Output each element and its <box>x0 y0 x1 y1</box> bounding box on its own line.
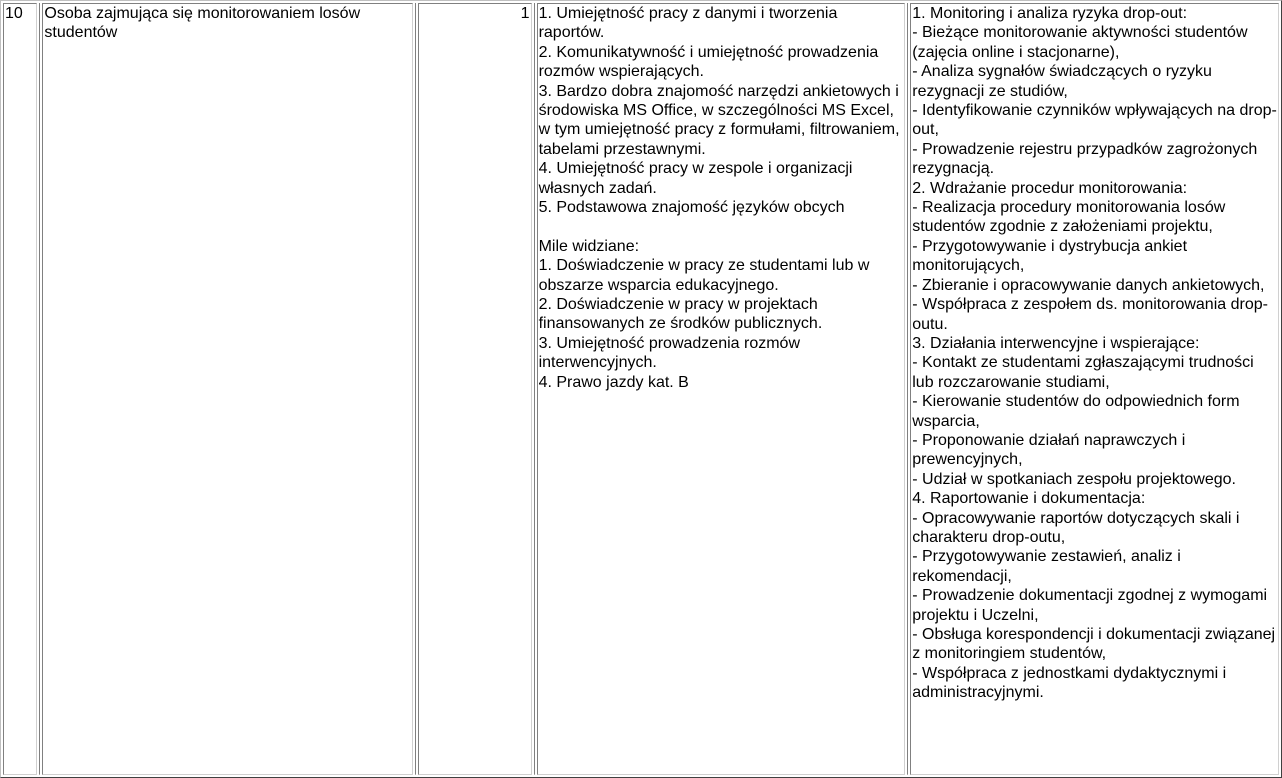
duty-item: - Realizacja procedury monitorowania losów studentów zgodnie z założeniami projektu, <box>912 199 1226 236</box>
position-count: 1 <box>520 5 530 22</box>
table-row <box>3 3 1279 775</box>
duty-item: - Prowadzenie rejestru przypadków zagrożonych rezygnacją. <box>912 140 1258 178</box>
duty-item: - Obsługa korespondencji i dokumentacji związanej z monitoringiem studentów, <box>912 626 1276 663</box>
duty-item: - Współpraca z zespołem ds. monitorowania drop-outu. <box>912 296 1268 333</box>
row-number-cell <box>3 3 37 775</box>
duty-item: - Prowadzenie dokumentacji zgodnej z wymogami projektu i Uczelni, <box>912 587 1268 624</box>
duty-item: - Kontakt ze studentami zgłaszającymi trudności lub rozczarowanie studiami, <box>912 354 1254 391</box>
duty-item: - Zbieranie i opracowywanie danych ankietowych, <box>912 276 1265 294</box>
duty-heading: 4. Raportowanie i dokumentacja: <box>912 490 1146 508</box>
count-cell <box>418 3 531 775</box>
requirement-item: 1. Umiejętność pracy z danymi i tworzenia raportów. <box>538 5 838 42</box>
nice-to-have-item: 1. Doświadczenie w pracy ze studentami lub w obszarze wsparcia edukacyjnego. <box>538 257 870 294</box>
nice-to-have-item: 2. Doświadczenie w pracy w projektach finansowanych ze środków publicznych. <box>538 296 823 333</box>
position-cell <box>42 3 413 775</box>
duties-cell <box>910 3 1279 775</box>
column-separator <box>39 3 40 775</box>
duty-item: - Udział w spotkaniach zespołu projektowego. <box>912 470 1236 488</box>
duty-item: - Opracowywanie raportów dotyczących skali i charakteru drop-outu, <box>912 509 1240 546</box>
blank-line <box>539 217 904 236</box>
column-separator <box>415 3 416 775</box>
duty-item: - Współpraca z jednostkami dydaktycznymi i administracyjnymi. <box>912 664 1227 702</box>
nice-to-have-item: 4. Prawo jazdy kat. B <box>538 373 689 391</box>
duty-item: - Proponowanie działań naprawczych i prewencyjnych, <box>912 431 1186 469</box>
duty-item: - Kierowanie studentów do odpowiednich form wsparcia, <box>912 393 1240 430</box>
position-title: Osoba zajmująca się monitorowaniem losów studentów <box>44 5 361 42</box>
column-separator <box>907 3 908 775</box>
nice-to-have-item: 3. Umiejętność prowadzenia rozmów interwencyjnych. <box>538 334 801 372</box>
nice-to-have-header: Mile widziane: <box>538 237 640 255</box>
duty-item: - Analiza sygnałów świadczących o ryzyku rezygnacji ze studiów, <box>912 63 1212 100</box>
duty-item: - Przygotowywanie i dystrybucja ankiet monitorujących, <box>912 237 1188 275</box>
duty-item: - Identyfikowanie czynników wpływających na drop-out, <box>912 102 1277 139</box>
duty-heading: 3. Działania interwencyjne i wspierające: <box>912 334 1200 352</box>
requirement-item: 3. Bardzo dobra znajomość narzędzi ankietowych i środowiska MS Office, w szczególności MS Excel, w tym umiejętność pracy z formułami, filtrowaniem, tabelami przestawnymi. <box>538 82 900 158</box>
requirement-item: 5. Podstawowa znajomość języków obcych <box>538 199 845 217</box>
duty-item: - Bieżące monitorowanie aktywności studentów (zajęcia online i stacjonarne), <box>912 24 1248 61</box>
requirements-cell <box>537 3 906 775</box>
requirement-item: 4. Umiejętność pracy w zespole i organizacji własnych zadań. <box>538 160 853 197</box>
duty-heading: 2. Wdrażanie procedur monitorowania: <box>912 179 1188 197</box>
duty-heading: 1. Monitoring i analiza ryzyka drop-out: <box>912 5 1188 22</box>
requirement-item: 2. Komunikatywność i umiejętność prowadzenia rozmów wspierających. <box>538 43 879 81</box>
row-number: 10 <box>5 5 23 22</box>
column-separator <box>534 3 535 775</box>
duty-item: - Przygotowywanie zestawień, analiz i rekomendacji, <box>912 548 1181 585</box>
